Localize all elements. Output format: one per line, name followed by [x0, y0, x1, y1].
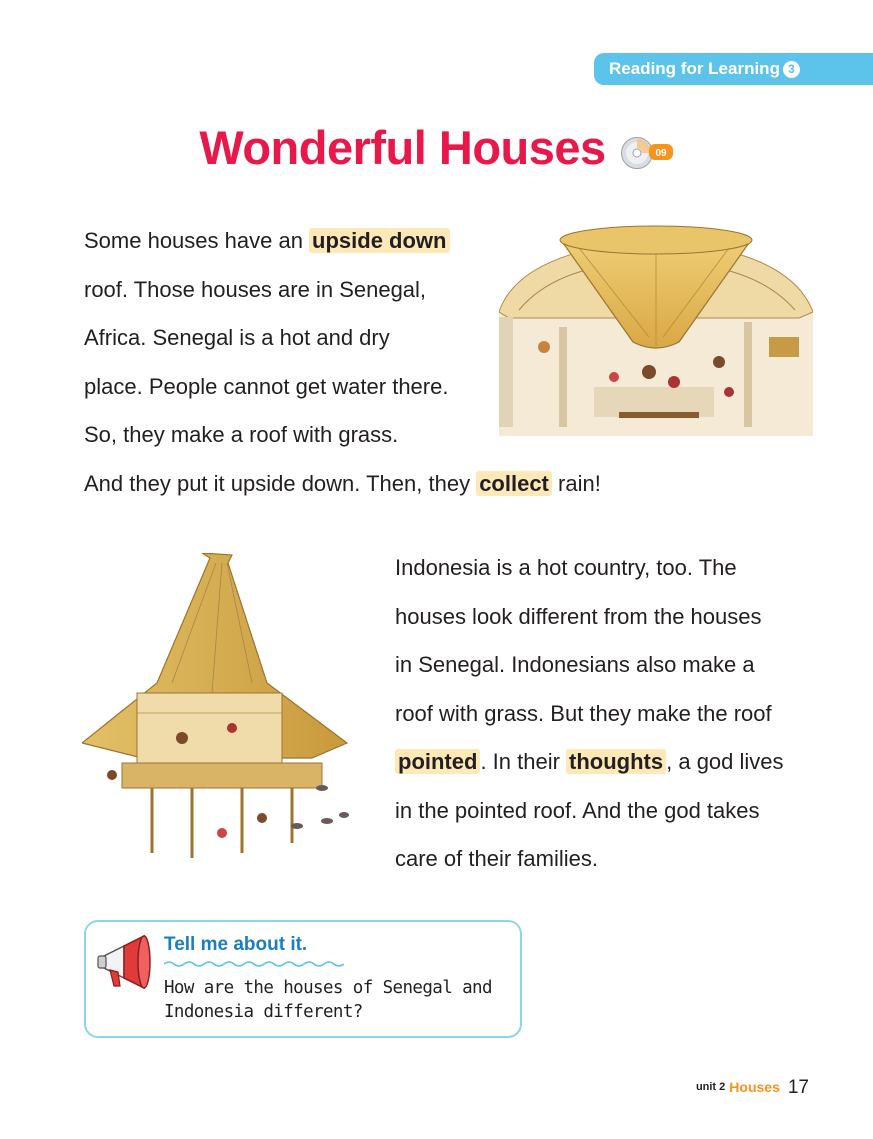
- text-line: in the pointed roof. And the god takes: [395, 797, 760, 823]
- discussion-box: [84, 920, 522, 1038]
- megaphone-icon: [96, 934, 154, 990]
- text-line: Some houses have an upside down: [84, 217, 601, 266]
- text-line: in Senegal. Indonesians also make a: [395, 652, 755, 677]
- discussion-title: Tell me about it.: [164, 934, 308, 955]
- text-line: houses look different from the houses: [395, 603, 762, 629]
- section-label: Reading for Learning 3: [609, 59, 800, 79]
- indonesia-house-illustration: [82, 553, 364, 863]
- text-line: roof with grass. But they make the roof: [395, 700, 772, 726]
- vocab-highlight: upside down: [309, 228, 449, 253]
- text-line: Indonesia is a hot country, too. The: [395, 555, 737, 580]
- text-line: place. People cannot get water there.: [84, 373, 449, 399]
- page-number: 17: [787, 1077, 809, 1098]
- unit-name: Houses: [729, 1079, 780, 1095]
- vocab-highlight: pointed: [395, 749, 480, 774]
- paragraph-indonesia: [395, 544, 784, 884]
- page-footer: [696, 1077, 809, 1099]
- section-tab: [594, 53, 873, 85]
- text-line: roof. Those houses are in Senegal,: [84, 276, 427, 302]
- audio-cd-icon[interactable]: [620, 136, 674, 170]
- senegal-house-illustration: [499, 222, 813, 436]
- wavy-divider: [164, 960, 344, 968]
- text-line: pointed . In their thoughts , a god lives: [395, 738, 784, 787]
- audio-track-number: 09: [655, 147, 667, 159]
- vocab-highlight: collect: [476, 471, 552, 496]
- text-line: Africa. Senegal is a hot and dry: [84, 325, 390, 350]
- section-number-badge: 3: [783, 61, 800, 78]
- vocab-highlight: thoughts: [566, 749, 666, 774]
- unit-label: unit 2: [695, 1081, 726, 1093]
- text-line: And they put it upside down. Then, they collect rain!: [84, 470, 601, 496]
- discussion-question: How are the houses of Senegal and Indonesia different?: [164, 978, 492, 1022]
- page-title: Wonderful Houses: [199, 121, 606, 174]
- page-title-row: [0, 120, 873, 175]
- text-line: care of their families.: [395, 846, 598, 871]
- text-line: So, they make a roof with grass.: [84, 422, 399, 447]
